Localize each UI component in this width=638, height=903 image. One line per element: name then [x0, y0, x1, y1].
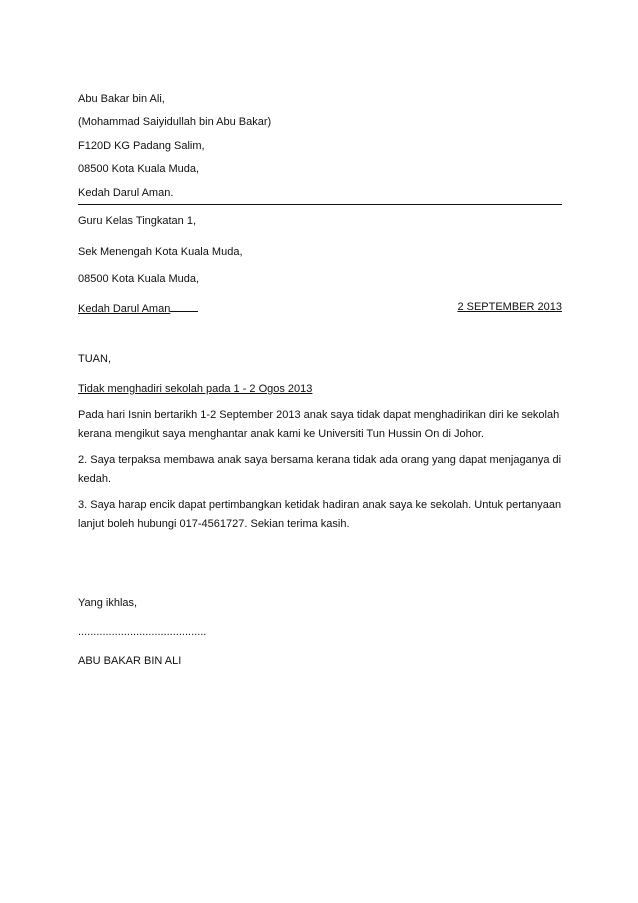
- sender-address-line-1: F120D KG Padang Salim,: [78, 140, 205, 152]
- recipient-line-3: 08500 Kota Kuala Muda,: [78, 273, 200, 285]
- sender-address-line-2: 08500 Kota Kuala Muda,: [78, 163, 200, 175]
- sender-address-line-3: Kedah Darul Aman.: [78, 187, 174, 199]
- signature-line: ..........................................: [78, 626, 207, 638]
- sign-off: Yang ikhlas,: [78, 597, 138, 609]
- paragraph-3-line-1: 3. Saya harap encik dapat pertimbangkan ketidak hadiran anak saya ke sekolah. Untuk pertanyaan: [78, 499, 562, 511]
- paragraph-1-line-2: kerana mengikut saya menghantar anak kami ke Universiti Tun Hussin On di Johor.: [78, 428, 484, 440]
- paragraph-3-line-2: lanjut boleh hubungi 017-4561727. Sekian terima kasih.: [78, 518, 350, 530]
- sender-child-name: (Mohammad Saiyidullah bin Abu Bakar): [78, 116, 272, 128]
- signer-name: ABU BAKAR BIN ALI: [78, 655, 182, 667]
- recipient-line-2: Sek Menengah Kota Kuala Muda,: [78, 246, 243, 258]
- letter-date: 2 SEPTEMBER 2013: [457, 301, 562, 313]
- recipient-state: Kedah Darul Aman: [78, 303, 171, 315]
- paragraph-2-line-1: 2. Saya terpaksa membawa anak saya bersama kerana tidak ada orang yang dapat menjaganya di: [78, 454, 562, 466]
- paragraph-2-line-2: kedah.: [78, 473, 112, 485]
- underline-pad: [170, 300, 198, 312]
- recipient-line-4: [78, 300, 198, 316]
- recipient-line-1: Guru Kelas Tingkatan 1,: [78, 215, 197, 227]
- subject-line: Tidak menghadiri sekolah pada 1 - 2 Ogos 2013: [78, 383, 313, 395]
- salutation: TUAN,: [78, 353, 111, 365]
- divider-rule: [78, 204, 562, 205]
- sender-name: Abu Bakar bin Ali,: [78, 93, 165, 105]
- paragraph-1-line-1: Pada hari Isnin bertarikh 1-2 September 2013 anak saya tidak dapat menghadirikan diri ke sekolah: [78, 409, 560, 421]
